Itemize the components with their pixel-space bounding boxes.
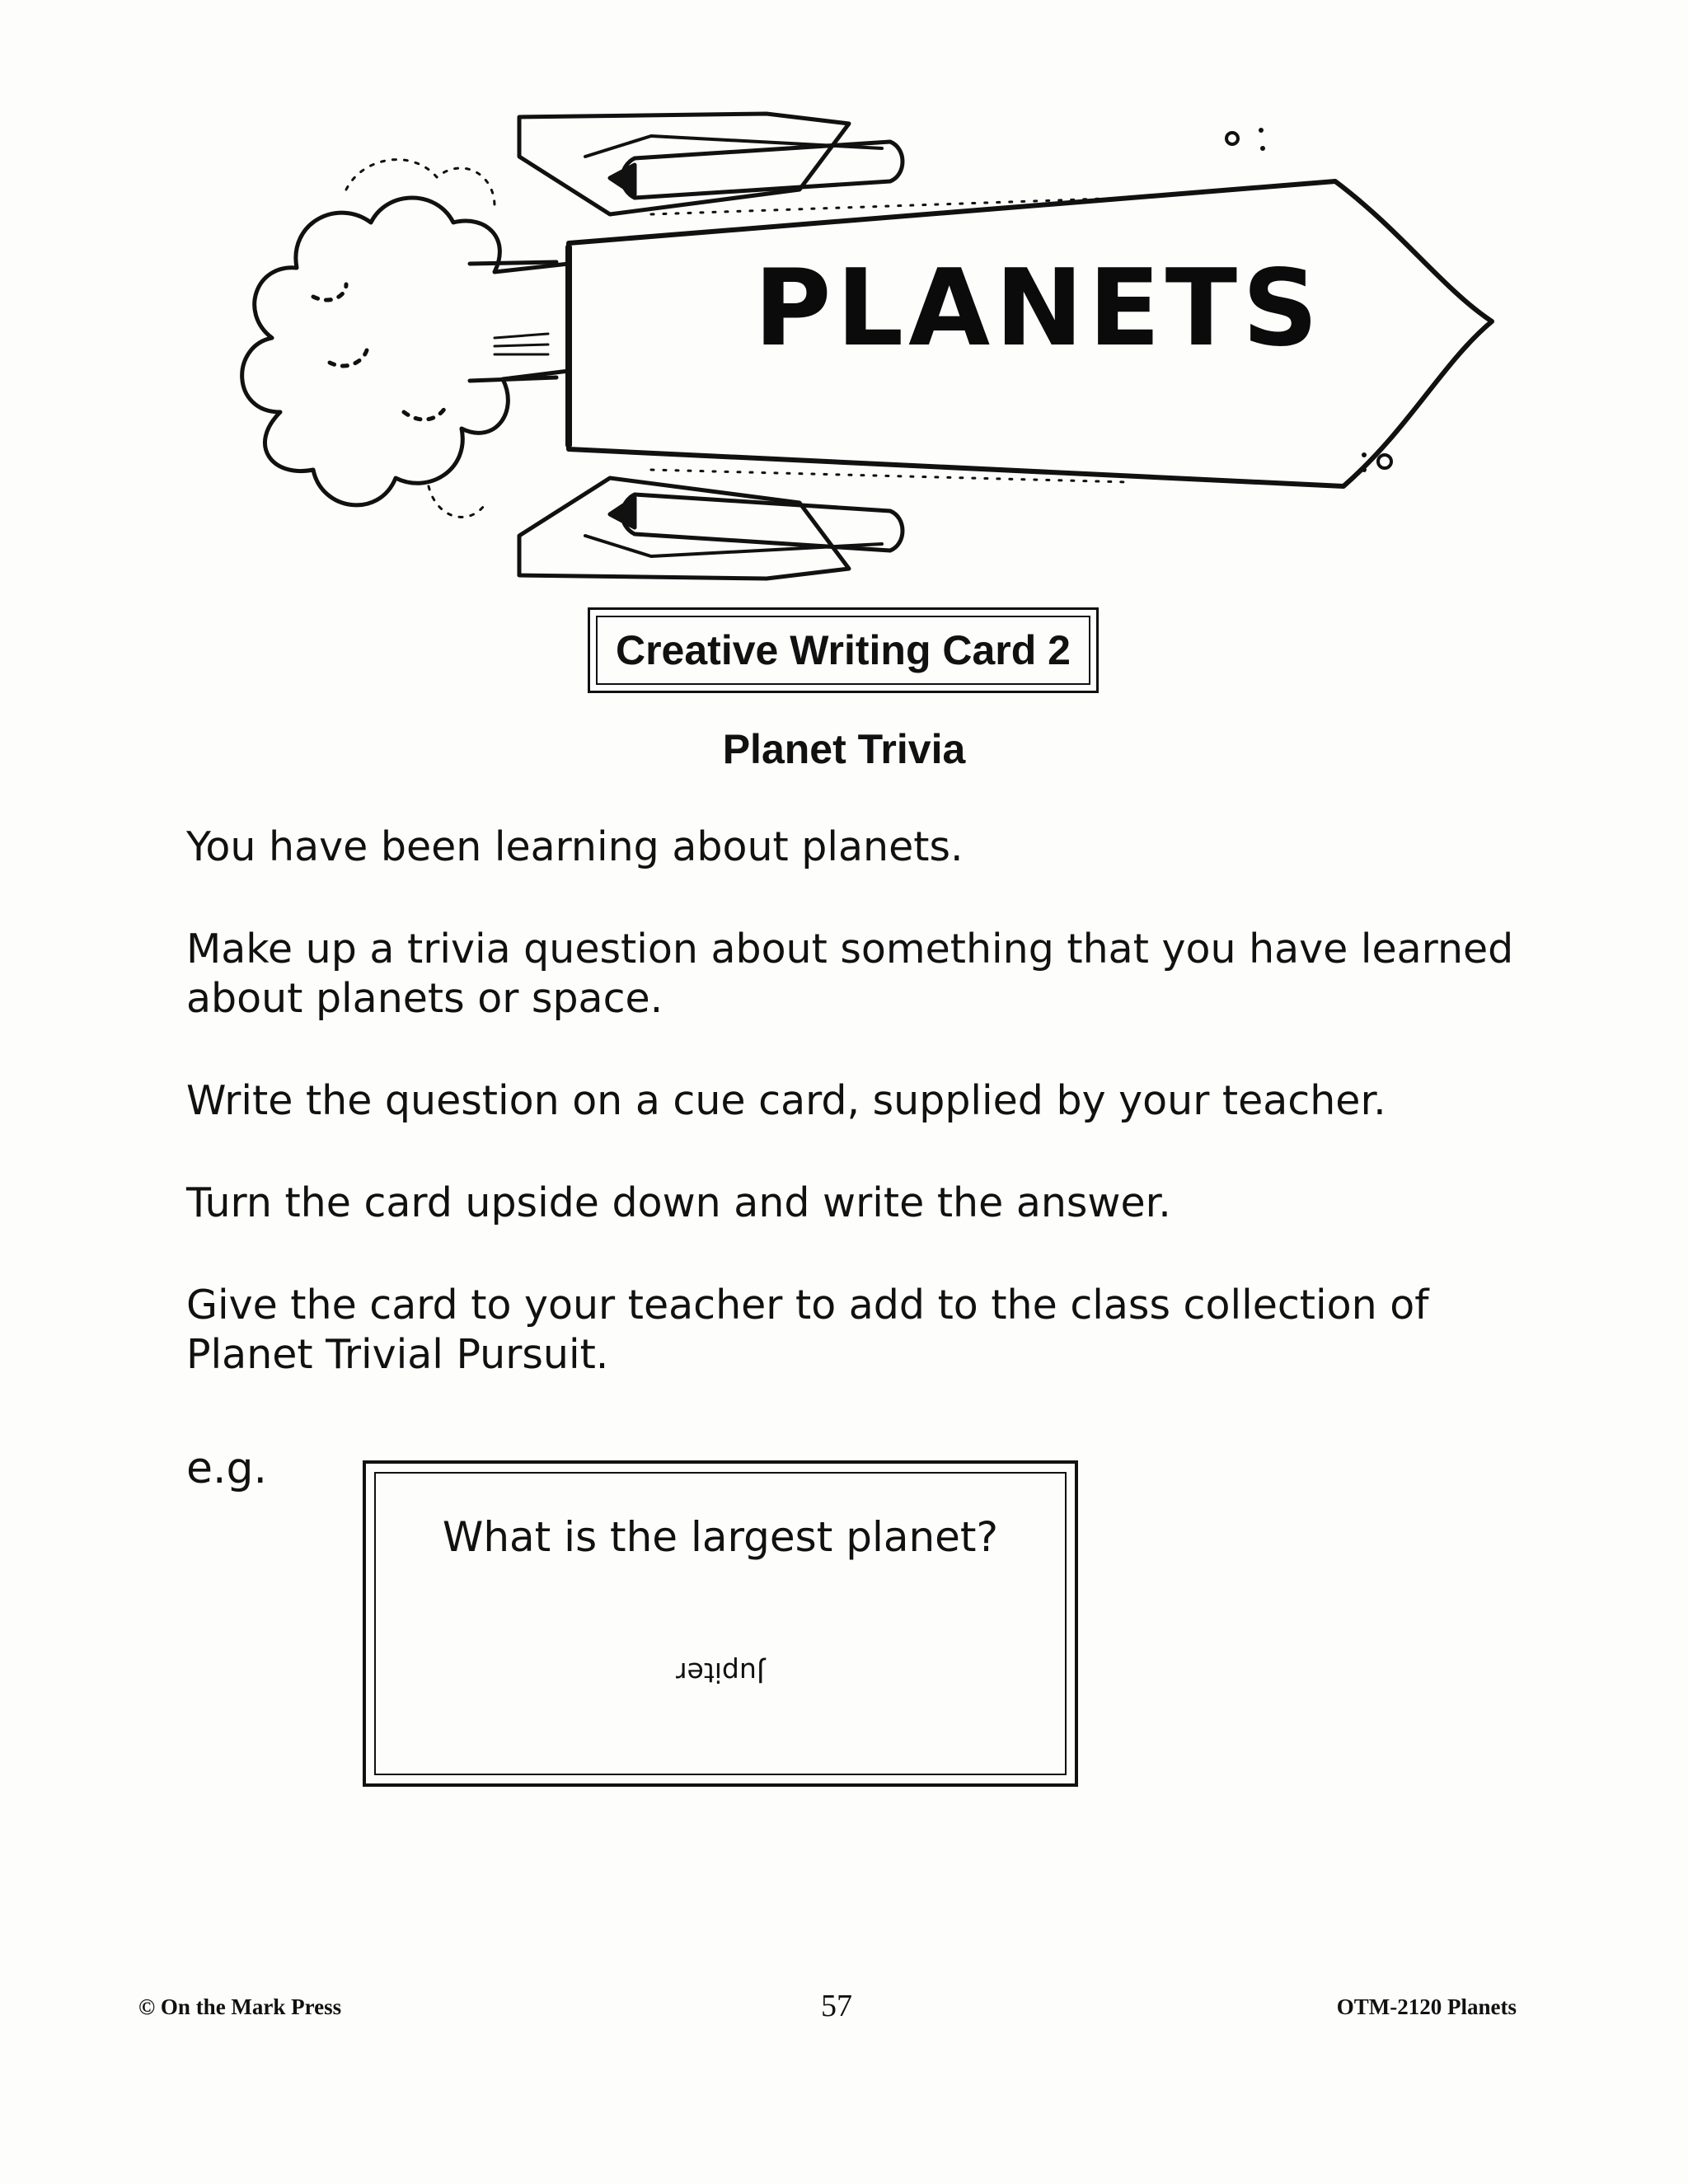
card-label-box — [588, 607, 1099, 693]
example-label: e.g. — [186, 1444, 268, 1493]
lower-fin — [519, 478, 849, 579]
page-title: PLANETS — [753, 247, 1324, 370]
instruction-3: Write the question on a cue card, supplied by your teacher. — [186, 1077, 1386, 1124]
subtitle: Planet Trivia — [722, 726, 966, 772]
footer-code: OTM-2120 Planets — [1336, 1994, 1517, 2019]
card-label: Creative Writing Card 2 — [615, 627, 1071, 673]
instruction-5: Give the card to your teacher to add to the class collection of Planet Trivial Pursuit. — [186, 1282, 1429, 1378]
page-number: 57 — [821, 1989, 852, 2023]
footer-copyright: © On the Mark Press — [138, 1994, 342, 2019]
instruction-2: Make up a trivia question about something that you have learned about planets or space. — [186, 926, 1514, 1022]
exhaust-cloud — [242, 198, 569, 505]
trivia-answer-upside-down: Jupiter — [676, 1657, 765, 1689]
instructions — [186, 823, 1546, 1432]
trivia-card-inner-border — [374, 1472, 1067, 1775]
instruction-1: You have been learning about planets. — [186, 823, 964, 870]
upper-fin — [519, 114, 849, 214]
example-trivia-card — [363, 1460, 1078, 1787]
trivia-question: What is the largest planet? — [442, 1513, 999, 1561]
instruction-4: Turn the card upside down and write the answer. — [186, 1179, 1171, 1226]
trivia-answer-wrapper — [376, 1657, 1065, 1689]
